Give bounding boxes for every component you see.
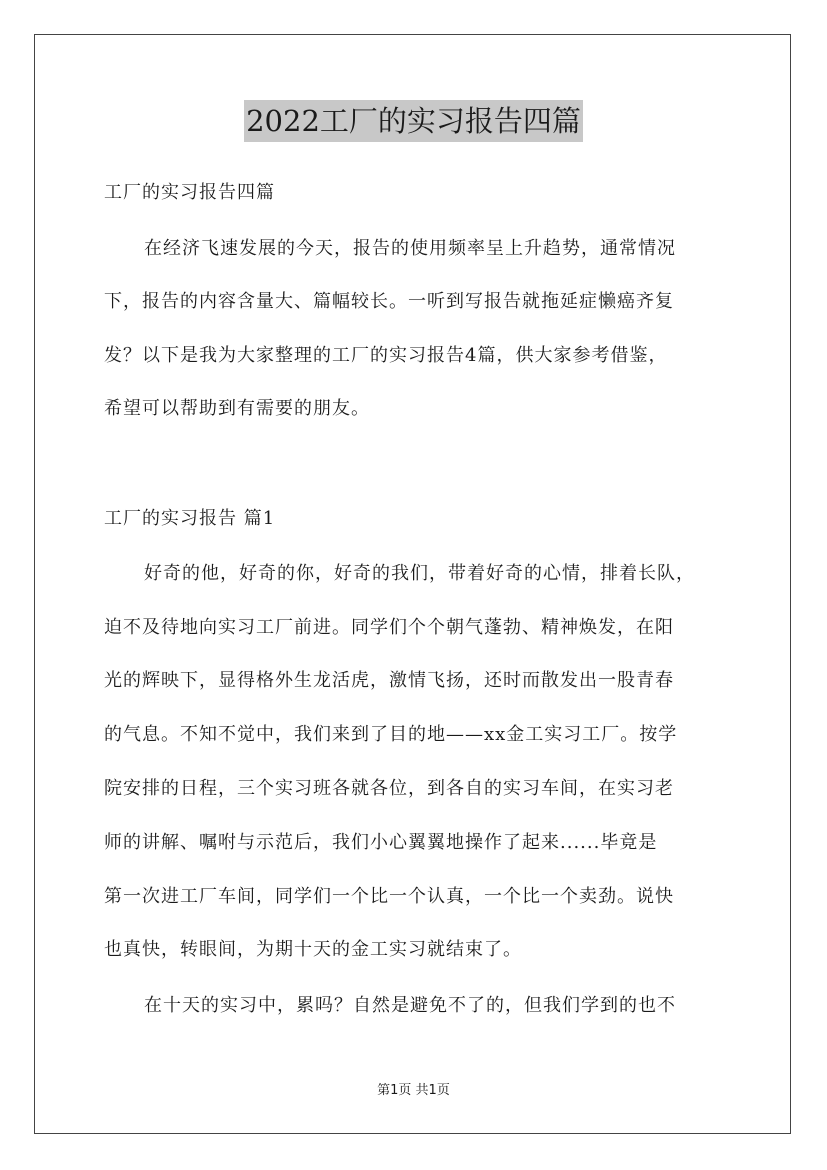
- intro-line: 下，报告的内容含量大、篇幅较长。一听到写报告就拖延症懒癌齐复: [104, 291, 674, 312]
- paragraph-line: 第一次进工厂车间，同学们一个比一个认真，一个比一个卖劲。说快: [104, 886, 674, 907]
- document-heading: 工厂的实习报告四篇: [104, 182, 275, 203]
- paragraph-line: 迫不及待地向实习工厂前进。同学们个个朝气蓬勃、精神焕发，在阳: [104, 617, 674, 638]
- paragraph-line: 好奇的他，好奇的你，好奇的我们，带着好奇的心情，排着长队，: [144, 563, 695, 584]
- paragraph-line: 光的辉映下，显得格外生龙活虎，激情飞扬，还时而散发出一股青春: [104, 670, 674, 691]
- paragraph-line: 的气息。不知不觉中，我们来到了目的地——xx金工实习工厂。按学: [104, 724, 678, 745]
- document-title-wrapper: [0, 100, 827, 142]
- intro-line: 发？以下是我为大家整理的工厂的实习报告4篇，供大家参考借鉴，: [104, 345, 668, 366]
- intro-line: 在经济飞速发展的今天，报告的使用频率呈上升趋势，通常情况: [144, 238, 676, 259]
- intro-line: 希望可以帮助到有需要的朋友。: [104, 398, 370, 419]
- paragraph-line: 院安排的日程，三个实习班各就各位，到各自的实习车间，在实习老: [104, 778, 674, 799]
- document-title: 2022工厂的实习报告四篇: [244, 100, 583, 142]
- section-heading: 工厂的实习报告 篇1: [104, 508, 276, 529]
- page-number: 第1页 共1页: [377, 1083, 450, 1098]
- paragraph-line: 师的讲解、嘱咐与示范后，我们小心翼翼地操作了起来......毕竟是: [104, 832, 658, 853]
- paragraph-line: 在十天的实习中，累吗？自然是避免不了的，但我们学到的也不: [144, 995, 676, 1016]
- paragraph-line: 也真快，转眼间，为期十天的金工实习就结束了。: [104, 939, 522, 960]
